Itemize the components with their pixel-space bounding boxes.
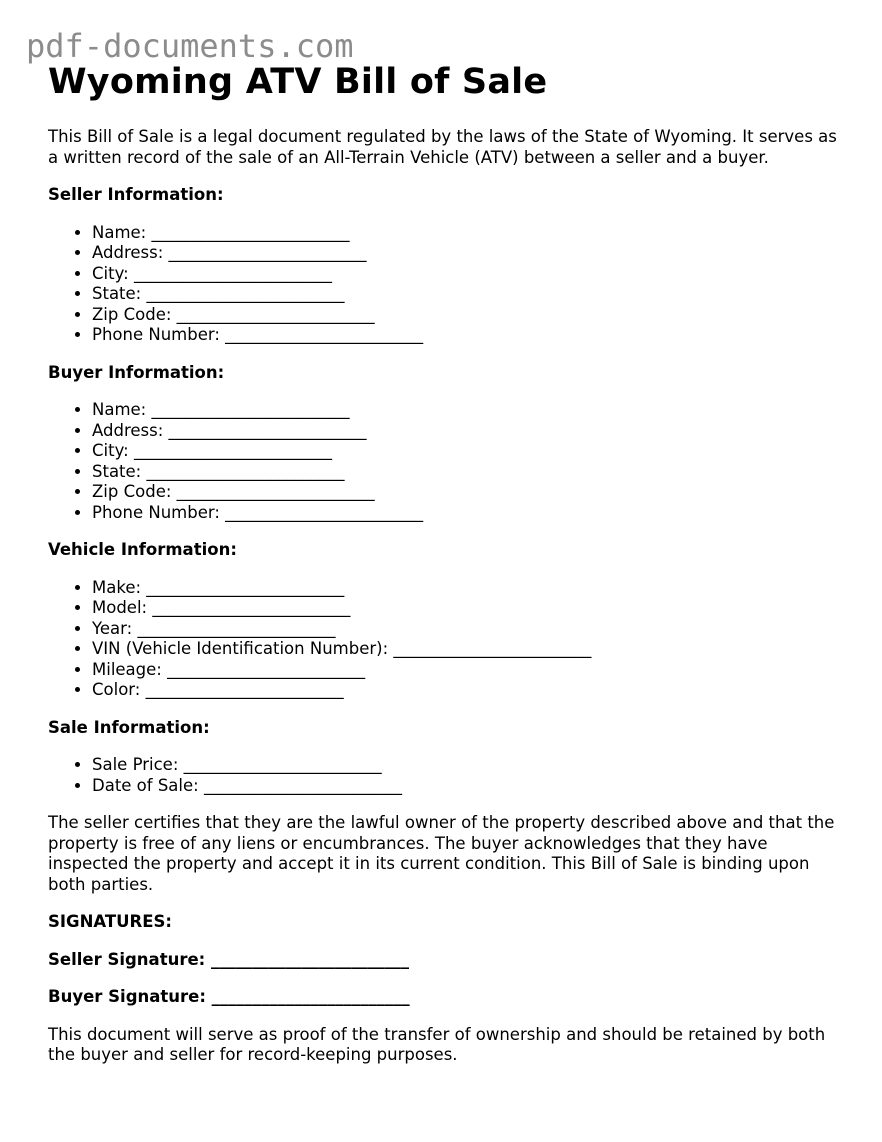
certification-paragraph: The seller certifies that they are the lawful owner of the property described above and that the property is free of any liens or encumbrances. The buyer acknowledges that they have inspected the property and accept it in its current condition. This Bill of Sale is binding upon both parties. (48, 813, 835, 894)
seller-state-field: • State: ________________________ (92, 284, 848, 305)
page-title: Wyoming ATV Bill of Sale (48, 62, 548, 102)
vehicle-model-field: • Model: ________________________ (92, 598, 848, 619)
seller-section-heading: Seller Information: (48, 185, 224, 204)
buyer-address-field: • Address: ________________________ (92, 421, 848, 442)
buyer-name-field: • Name: ________________________ (92, 400, 848, 421)
seller-address-field: • Address: ________________________ (92, 243, 848, 264)
buyer-field-list (48, 400, 848, 523)
buyer-signature-line: Buyer Signature: ________________________ (48, 987, 410, 1006)
vehicle-make-field: • Make: ________________________ (92, 578, 848, 599)
vehicle-year-field: • Year: ________________________ (92, 619, 848, 640)
intro-paragraph: This Bill of Sale is a legal document regulated by the laws of the State of Wyoming. It serves as a written record of the sale of an All-Terrain Vehicle (ATV) between a seller and a buyer. (48, 127, 837, 167)
sale-date-field: • Date of Sale: ________________________ (92, 776, 848, 797)
vehicle-color-field: • Color: ________________________ (92, 680, 848, 701)
seller-field-list (48, 223, 848, 346)
buyer-zip-field: • Zip Code: ________________________ (92, 482, 848, 503)
vehicle-field-list (48, 578, 848, 701)
seller-name-field: • Name: ________________________ (92, 223, 848, 244)
seller-city-field: • City: ________________________ (92, 264, 848, 285)
buyer-city-field: • City: ________________________ (92, 441, 848, 462)
sale-price-field: • Sale Price: ________________________ (92, 755, 848, 776)
document-page (48, 58, 848, 1066)
sale-field-list (48, 755, 848, 796)
seller-signature-line: Seller Signature: ________________________ (48, 949, 409, 969)
buyer-phone-field: • Phone Number: ________________________ (92, 503, 848, 524)
vehicle-vin-field: • VIN (Vehicle Identification Number): ________________________ (92, 639, 848, 660)
seller-phone-field: • Phone Number: ________________________ (92, 325, 848, 346)
sale-section-heading: Sale Information: (48, 717, 210, 737)
vehicle-mileage-field: • Mileage: ________________________ (92, 660, 848, 681)
buyer-section-heading: Buyer Information: (48, 362, 225, 382)
seller-zip-field: • Zip Code: ________________________ (92, 305, 848, 326)
watermark: pdf-documents.com (26, 27, 354, 65)
footer-paragraph: This document will serve as proof of the transfer of ownership and should be retained by both the buyer and seller for record-keeping purposes. (48, 1024, 826, 1064)
signatures-heading: SIGNATURES: (48, 912, 172, 931)
vehicle-section-heading: Vehicle Information: (48, 540, 237, 559)
buyer-state-field: • State: ________________________ (92, 462, 848, 483)
